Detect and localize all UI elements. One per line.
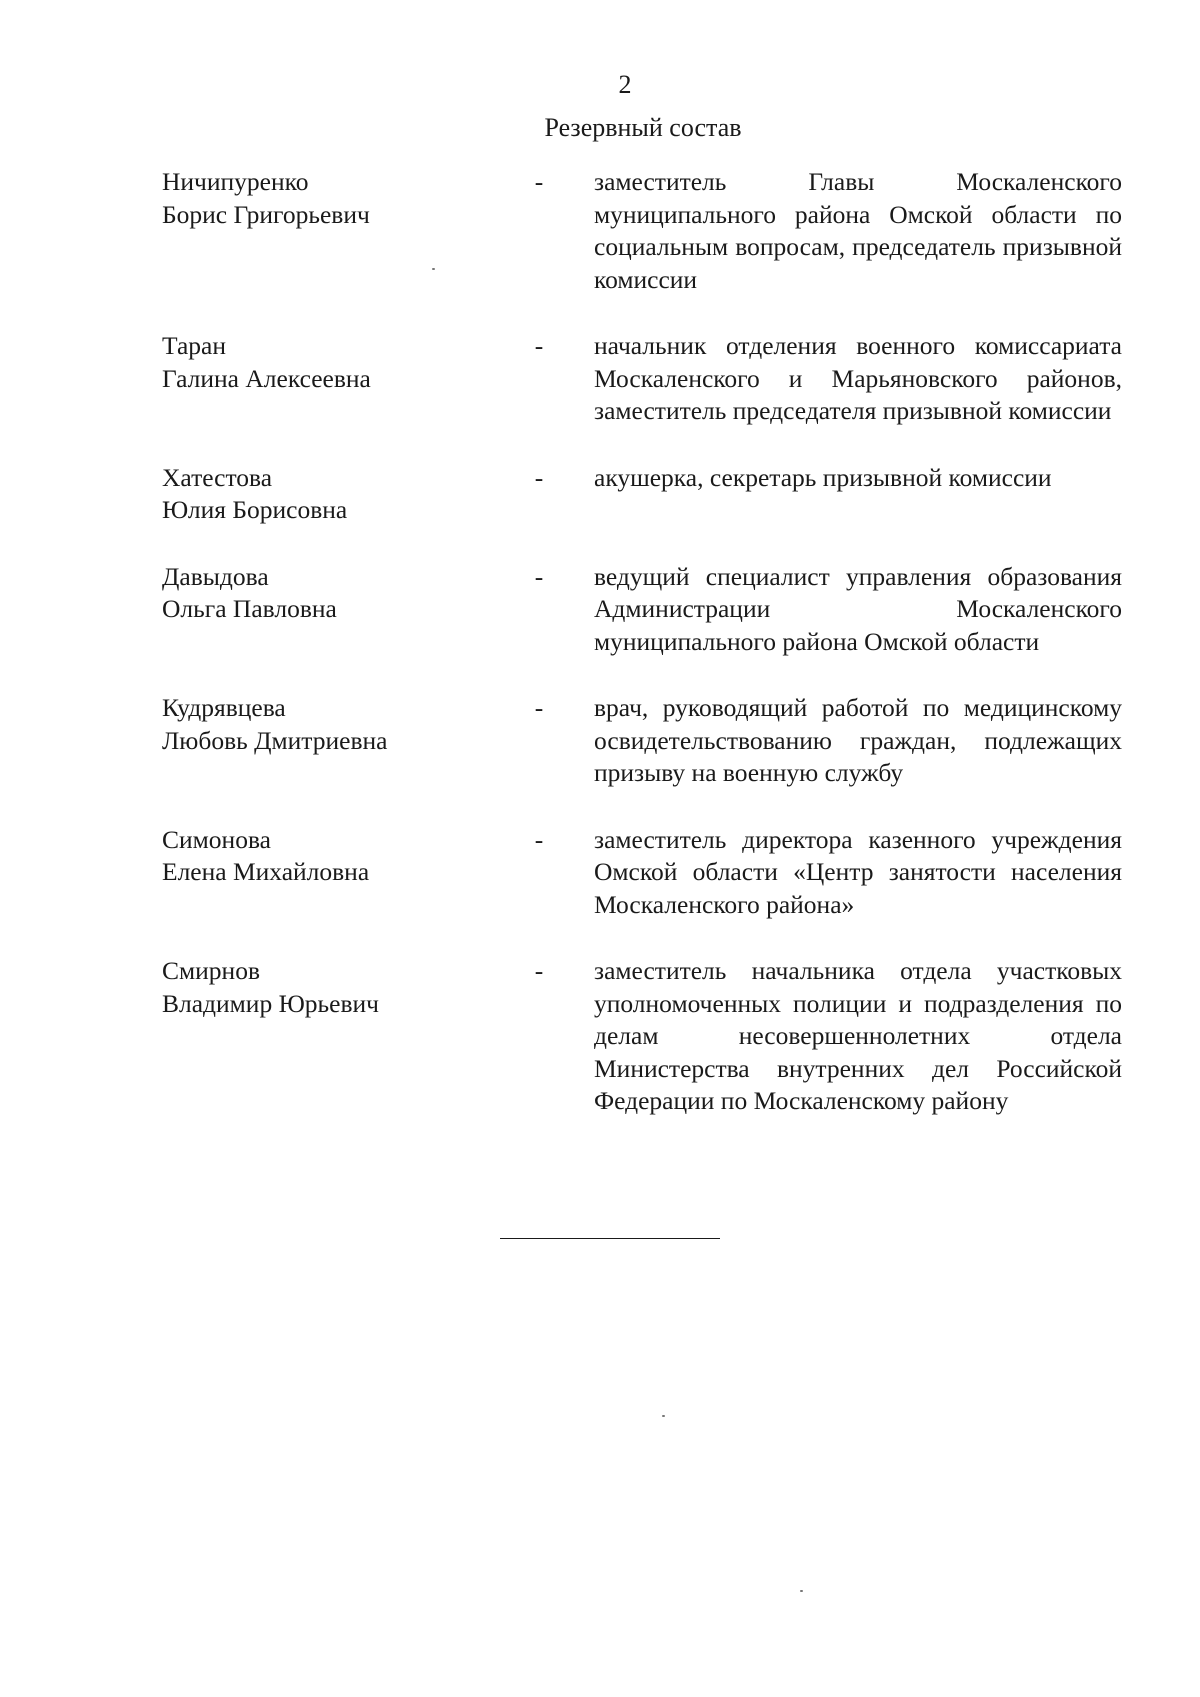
member-given-names: Елена Михайловна [162,857,370,886]
member-given-names: Галина Алексеевна [162,363,371,393]
scan-artifact [800,1590,803,1592]
member-name [162,166,522,296]
member-dash: - [534,824,544,854]
member-role: врач, руководящий работой по медицинскому освидетельствованию граждан, подлежащих призыву на военную службу [594,693,1122,787]
member-role: заместитель Главы Москаленского муниципального района Омской области по социальным вопросам, председатель призывной комиссии [594,167,1122,294]
member-entry [162,330,1122,428]
member-given-names: Любовь Дмитриевна [162,725,388,755]
member-role: акушерка, секретарь призывной комиссии [594,462,1052,492]
member-surname: Смирнов [162,956,260,985]
member-name [162,330,522,428]
member-given-names: Ольга Павловна [162,594,337,623]
member-name [162,462,522,527]
section-title: Резервный состав [544,113,742,142]
member-entry [162,955,1122,1118]
member-entry [162,166,1122,296]
closing-rule [500,1238,720,1239]
page-number: 2 [618,70,632,99]
scan-artifact [662,1415,665,1417]
member-dash: - [534,331,544,360]
member-name [162,824,522,922]
member-given-names: Борис Григорьевич [162,199,370,229]
member-surname: Кудрявцева [162,693,286,722]
member-surname: Симонова [162,824,271,854]
member-surname: Таран [162,331,226,360]
member-entry [162,692,1122,790]
member-entry [162,462,1122,527]
member-entry [162,824,1122,922]
member-surname: Ничипуренко [162,167,309,196]
member-role: заместитель начальника отдела участковых уполномоченных полиции и подразделения по делам несовершеннолетних отдела Министерства внутренних дел Российской Федерации по Москаленскому району [594,956,1122,1115]
member-name [162,955,522,1118]
member-role: ведущий специалист управления образования Администрации Москаленского муниципального района Омской области [594,561,1122,656]
member-role: заместитель директора казенного учреждения Омской области «Центр занятости населения Москаленского района» [594,824,1122,919]
member-dash: - [534,462,544,492]
member-dash: - [534,693,544,722]
members-list [162,166,1122,1152]
member-given-names: Владимир Юрьевич [162,988,379,1018]
member-given-names: Юлия Борисовна [162,495,348,524]
member-dash: - [534,167,544,196]
member-surname: Хатестова [162,462,273,492]
member-dash: - [534,561,544,591]
member-entry [162,561,1122,659]
member-name [162,561,522,659]
member-dash: - [534,956,544,985]
member-surname: Давыдова [162,561,269,591]
member-role: начальник отделения военного комиссариата Москаленского и Марьяновского районов, заместитель председателя призывной комиссии [594,331,1122,425]
member-name [162,692,522,790]
scan-artifact [432,268,435,270]
